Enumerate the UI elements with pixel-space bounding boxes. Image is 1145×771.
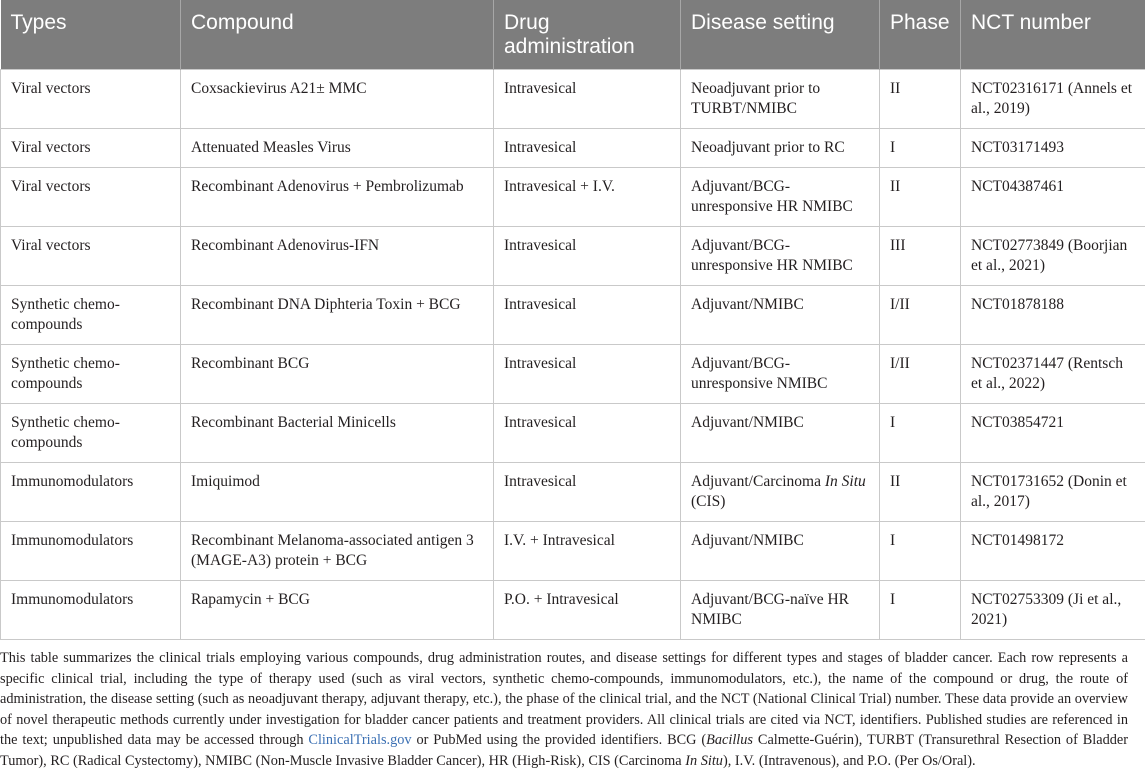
- table-row: [1, 70, 1145, 129]
- setting-text: (CIS): [691, 493, 725, 510]
- caption-text: This table summarizes the clinical trials employing various compounds, drug administration routes, and disease settings for different types and stages of bladder cancer. Each row represents a specific clinical trial, including the type of therapy used (such as viral vectors, synthetic chemo-compounds, immunomodulators, etc.), the name of the compound or drug, the route of administration, the disease setting (such as neoadjuvant therapy, adjuvant therapy, etc.), the phase of the clinical trial, and the NCT (National Clinical Trial) number. These data provide an overview of novel therapeutic methods currently under investigation for bladder cancer patients and treatment providers. All clinical trials are cited via NCT, identifiers. Published studies are referenced in the text; unpublished data may be accessed through: [0, 650, 1128, 748]
- cell-nct: NCT02773849 (Boorjian et al., 2021): [961, 227, 1145, 286]
- cell-setting: Adjuvant/NMIBC: [681, 286, 880, 345]
- cell-type: Viral vectors: [1, 168, 181, 227]
- table-row: [1, 463, 1145, 522]
- cell-setting: Adjuvant/BCG-unresponsive NMIBC: [681, 345, 880, 404]
- table-row: [1, 404, 1145, 463]
- cell-admin: Intravesical: [494, 286, 681, 345]
- cell-setting: Adjuvant/BCG-naïve HR NMIBC: [681, 581, 880, 640]
- cell-type: Immunomodulators: [1, 522, 181, 581]
- cell-type: Immunomodulators: [1, 581, 181, 640]
- cell-compound: Attenuated Measles Virus: [181, 129, 494, 168]
- cell-setting: Adjuvant/NMIBC: [681, 522, 880, 581]
- cell-phase: I: [880, 129, 961, 168]
- cell-nct: NCT01498172: [961, 522, 1145, 581]
- cell-phase: I/II: [880, 286, 961, 345]
- table-row: [1, 227, 1145, 286]
- table-row: [1, 345, 1145, 404]
- setting-italic-text: In Situ: [825, 473, 866, 490]
- cell-type: Synthetic chemo-compounds: [1, 404, 181, 463]
- cell-phase: II: [880, 168, 961, 227]
- table-row: [1, 581, 1145, 640]
- cell-type: Synthetic chemo-compounds: [1, 345, 181, 404]
- cell-nct: NCT03854721: [961, 404, 1145, 463]
- cell-phase: I/II: [880, 345, 961, 404]
- cell-admin: Intravesical: [494, 70, 681, 129]
- cell-admin: P.O. + Intravesical: [494, 581, 681, 640]
- cell-admin: I.V. + Intravesical: [494, 522, 681, 581]
- caption-italic-text: Bacillus: [706, 732, 753, 748]
- cell-admin: Intravesical: [494, 227, 681, 286]
- cell-phase: I: [880, 581, 961, 640]
- cell-nct: NCT02316171 (Annels et al., 2019): [961, 70, 1145, 129]
- table-row: [1, 129, 1145, 168]
- table-row: [1, 522, 1145, 581]
- cell-phase: I: [880, 522, 961, 581]
- cell-nct: NCT02371447 (Rentsch et al., 2022): [961, 345, 1145, 404]
- header-phase: Phase: [880, 0, 961, 70]
- cell-setting: Adjuvant/BCG-unresponsive HR NMIBC: [681, 227, 880, 286]
- table-caption: [0, 648, 1128, 771]
- cell-compound: Recombinant BCG: [181, 345, 494, 404]
- cell-setting: Adjuvant/NMIBC: [681, 404, 880, 463]
- cell-compound: Coxsackievirus A21± MMC: [181, 70, 494, 129]
- cell-type: Viral vectors: [1, 129, 181, 168]
- cell-compound: Recombinant Adenovirus-IFN: [181, 227, 494, 286]
- caption-text: Calmette-Guérin), TURBT (Transurethral Resection of Bladder Tumor), RC (Radical Cystectomy), NMIBC (Non-Muscle Invasive Bladder Cancer), HR (High-Risk), CIS (Carcinoma: [0, 732, 1128, 769]
- table-header-row: [1, 0, 1145, 70]
- cell-compound: Recombinant DNA Diphteria Toxin + BCG: [181, 286, 494, 345]
- cell-compound: Imiquimod: [181, 463, 494, 522]
- caption-text: ), I.V. (Intravenous), and P.O. (Per Os/Oral).: [723, 753, 976, 769]
- cell-nct: NCT03171493: [961, 129, 1145, 168]
- cell-compound: Rapamycin + BCG: [181, 581, 494, 640]
- header-drug-administration: Drug administration: [494, 0, 681, 70]
- cell-nct: NCT04387461: [961, 168, 1145, 227]
- cell-compound: Recombinant Bacterial Minicells: [181, 404, 494, 463]
- cell-setting: Neoadjuvant prior to TURBT/NMIBC: [681, 70, 880, 129]
- cell-admin: Intravesical: [494, 345, 681, 404]
- cell-phase: I: [880, 404, 961, 463]
- header-nct-number: NCT number: [961, 0, 1145, 70]
- cell-setting: Neoadjuvant prior to RC: [681, 129, 880, 168]
- cell-compound: Recombinant Melanoma-associated antigen 3 (MAGE-A3) protein + BCG: [181, 522, 494, 581]
- cell-type: Immunomodulators: [1, 463, 181, 522]
- cell-phase: II: [880, 70, 961, 129]
- cell-compound: Recombinant Adenovirus + Pembrolizumab: [181, 168, 494, 227]
- cell-admin: Intravesical + I.V.: [494, 168, 681, 227]
- cell-nct: NCT01878188: [961, 286, 1145, 345]
- cell-admin: Intravesical: [494, 404, 681, 463]
- cell-type: Viral vectors: [1, 227, 181, 286]
- table-row: [1, 286, 1145, 345]
- clinicaltrials-link[interactable]: ClinicalTrials.gov: [308, 732, 411, 748]
- header-types: Types: [1, 0, 181, 70]
- setting-text: Adjuvant/Carcinoma: [691, 473, 825, 490]
- cell-type: Viral vectors: [1, 70, 181, 129]
- header-disease-setting: Disease setting: [681, 0, 880, 70]
- caption-italic-text: In Situ: [685, 753, 723, 769]
- cell-setting: [681, 463, 880, 522]
- cell-type: Synthetic chemo-compounds: [1, 286, 181, 345]
- header-compound: Compound: [181, 0, 494, 70]
- table-row: [1, 168, 1145, 227]
- cell-phase: III: [880, 227, 961, 286]
- caption-text: or PubMed using the provided identifiers. BCG (: [412, 732, 707, 748]
- cell-admin: Intravesical: [494, 463, 681, 522]
- cell-admin: Intravesical: [494, 129, 681, 168]
- cell-phase: II: [880, 463, 961, 522]
- cell-nct: NCT02753309 (Ji et al., 2021): [961, 581, 1145, 640]
- cell-nct: NCT01731652 (Donin et al., 2017): [961, 463, 1145, 522]
- cell-setting: Adjuvant/BCG-unresponsive HR NMIBC: [681, 168, 880, 227]
